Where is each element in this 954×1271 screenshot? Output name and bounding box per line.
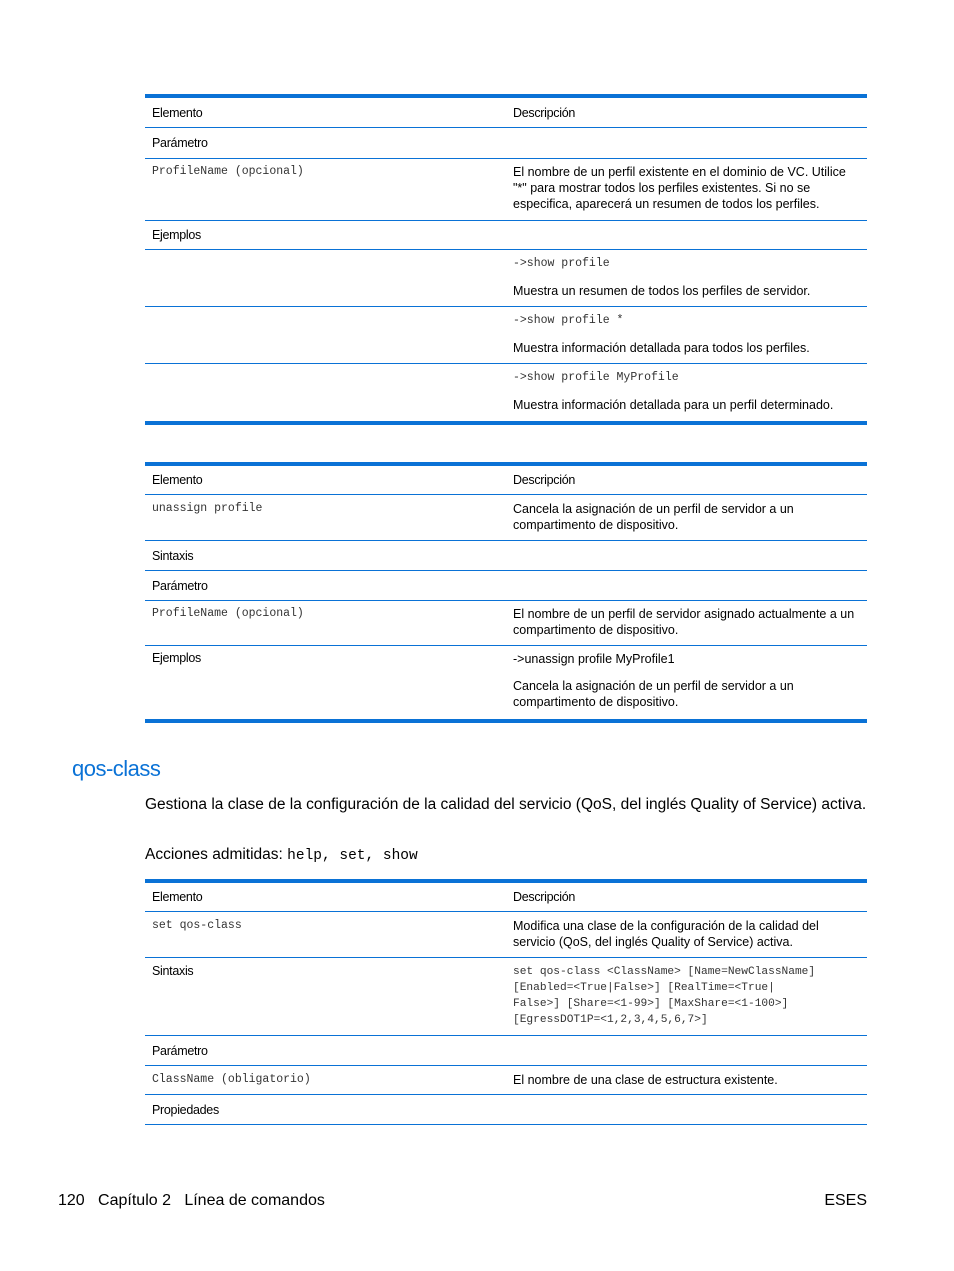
table-row <box>145 958 867 1036</box>
syntax-line: [Enabled=<True|False>] [RealTime=<True| <box>513 982 775 994</box>
row-label-parameter: Parámetro <box>152 1043 208 1058</box>
row-label-parameter: Parámetro <box>152 578 208 593</box>
footer-locale: ESES <box>824 1192 867 1209</box>
syntax-line: False>] [Share=<1-99>] [MaxShare=<1-100>] <box>513 998 789 1010</box>
row-label-syntax: Sintaxis <box>152 548 194 563</box>
param-name: ProfileName (opcional) <box>152 607 304 620</box>
table-row <box>145 571 867 601</box>
table-row <box>145 646 867 719</box>
table-bottom-rule <box>145 421 867 425</box>
table-row <box>145 1066 867 1095</box>
page-footer-left <box>58 1192 325 1210</box>
table-bottom-rule <box>145 719 867 723</box>
table-row <box>145 307 867 364</box>
table-row <box>145 128 867 159</box>
row-label-parameter: Parámetro <box>152 136 208 150</box>
table-row <box>145 601 867 646</box>
command-description: Cancela la asignación de un perfil de servidor a un compartimento de dispositivo. <box>513 502 794 532</box>
section-description: Gestiona la clase de la configuración de la calidad del servicio (QoS, del inglés Quality of Service) activa. <box>145 796 867 813</box>
example-command: ->show profile <box>513 257 610 270</box>
example-command: ->show profile MyProfile <box>513 371 679 384</box>
actions-value: help, set, show <box>287 848 418 864</box>
example-description: Cancela la asignación de un perfil de servidor a un compartimento de dispositivo. <box>513 679 794 709</box>
page-number: 120 <box>58 1192 85 1209</box>
table-row <box>145 912 867 958</box>
row-label-syntax: Sintaxis <box>152 964 194 978</box>
actions-separator: : <box>278 846 288 863</box>
column-header-element: Elemento <box>152 890 203 904</box>
supported-actions <box>145 845 867 866</box>
table-row <box>145 1095 867 1125</box>
table-header-row <box>145 98 867 128</box>
table-set-qos-class <box>145 879 867 1125</box>
table-row <box>145 495 867 541</box>
syntax-line: [EgressDOT1P=<1,2,3,4,5,6,7>] <box>513 1014 708 1026</box>
chapter-title: Línea de comandos <box>184 1192 325 1209</box>
table-header-row <box>145 466 867 495</box>
example-description: Muestra información detallada para todos los perfiles. <box>513 341 810 355</box>
command-name: set qos-class <box>152 919 242 932</box>
param-description: El nombre de un perfil existente en el dominio de VC. Utilice "*" para mostrar todos los perfiles existentes. Si no se especifica, aparecerá un resumen de todos los perfiles. <box>513 165 846 211</box>
column-header-description: Descripción <box>513 473 576 487</box>
example-description: Muestra información detallada para un perfil determinado. <box>513 398 834 412</box>
column-header-description: Descripción <box>513 105 576 120</box>
row-label-properties: Propiedades <box>152 1102 219 1117</box>
param-name: ClassName (obligatorio) <box>152 1073 311 1086</box>
table-row <box>145 159 867 221</box>
param-description: El nombre de un perfil de servidor asignado actualmente a un compartimento de dispositivo. <box>513 607 855 637</box>
table-row <box>145 1036 867 1066</box>
column-header-description: Descripción <box>513 890 576 904</box>
chapter-label: Capítulo 2 <box>98 1192 171 1209</box>
column-header-element: Elemento <box>152 105 203 120</box>
param-name: ProfileName (opcional) <box>152 165 304 178</box>
section-title: qos-class <box>72 756 161 781</box>
table-row <box>145 250 867 307</box>
column-header-element: Elemento <box>152 473 203 487</box>
command-name: unassign profile <box>152 502 263 515</box>
table-row <box>145 541 867 571</box>
example-command: ->show profile * <box>513 314 624 327</box>
syntax-line: set qos-class <ClassName> [Name=NewClassName] <box>513 966 816 978</box>
row-label-examples: Ejemplos <box>152 228 202 242</box>
param-description: El nombre de una clase de estructura existente. <box>513 1073 778 1087</box>
example-command: ->unassign profile MyProfile1 <box>513 652 675 666</box>
table-unassign-profile <box>145 462 867 723</box>
example-description: Muestra un resumen de todos los perfiles de servidor. <box>513 284 811 298</box>
table-row <box>145 221 867 250</box>
table-show-profile <box>145 94 867 425</box>
command-description: Modifica una clase de la configuración de la calidad del servicio (QoS, del inglés Quality of Service) activa. <box>513 919 819 949</box>
table-row <box>145 364 867 421</box>
row-label-examples: Ejemplos <box>152 651 202 665</box>
table-header-row <box>145 883 867 912</box>
actions-label: Acciones admitidas <box>145 846 279 863</box>
